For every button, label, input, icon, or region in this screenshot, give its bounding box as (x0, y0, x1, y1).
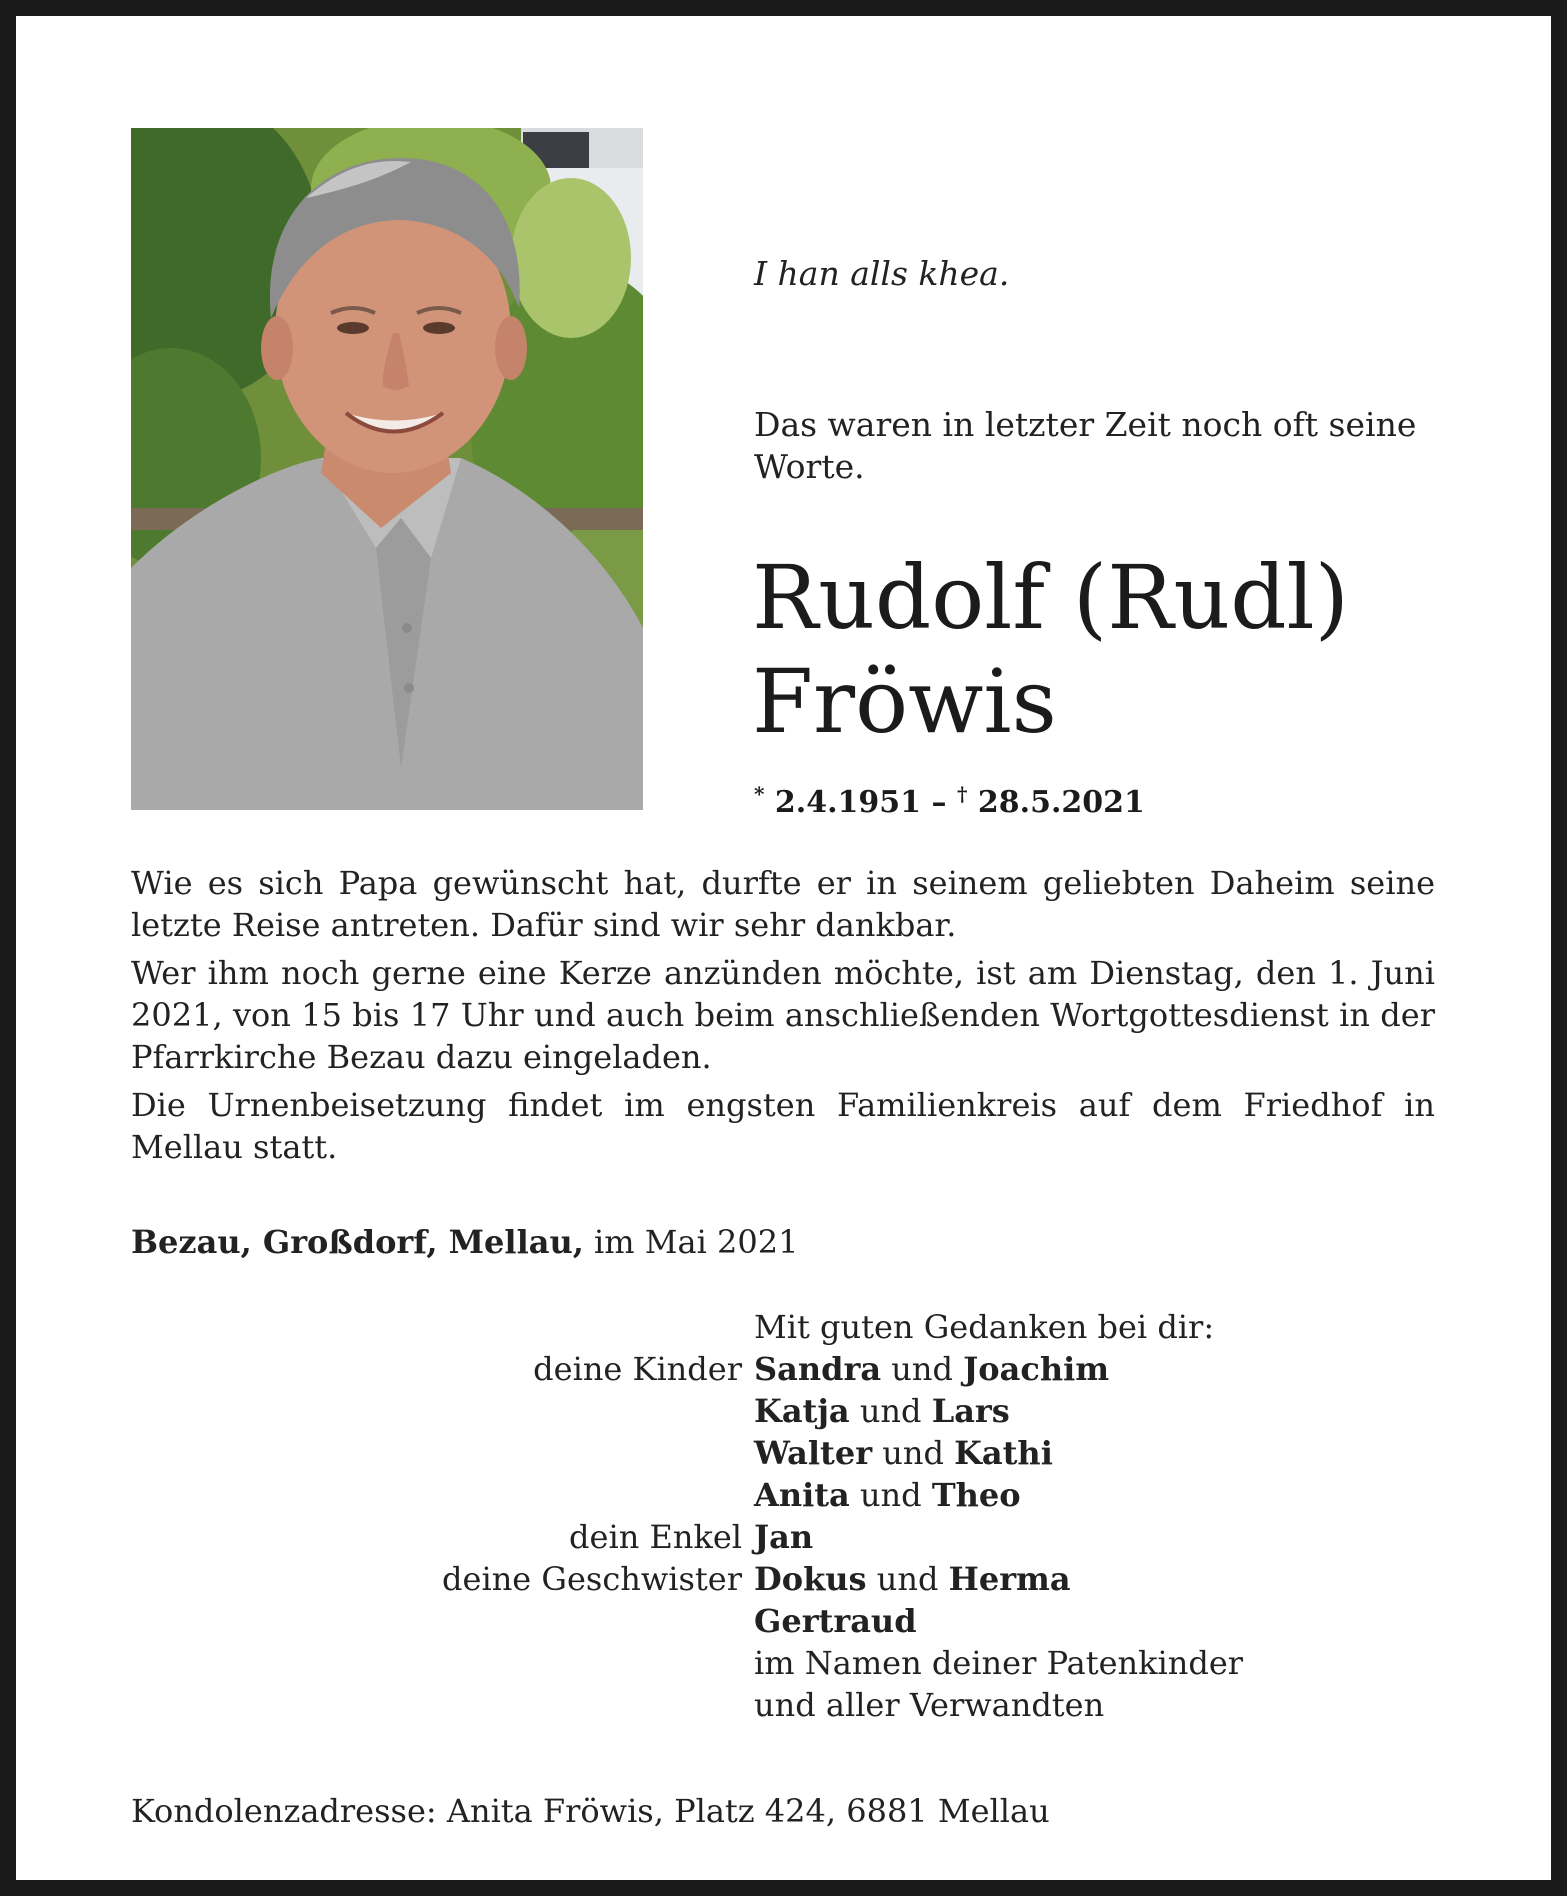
closing-line-relatives: und aller Verwandten (754, 1686, 1105, 1724)
place-date: im Mai 2021 (583, 1223, 799, 1261)
sibling-name: Dokus (754, 1560, 867, 1598)
condolence-address: Kondolenzadresse: Anita Fröwis, Platz 424, 6881 Mellau (131, 1792, 1050, 1830)
deceased-name (752, 546, 1349, 754)
death-symbol: † (956, 782, 968, 806)
partner-name: Joachim (963, 1350, 1110, 1388)
list-item: deine Geschwister Dokus und Herma (131, 1558, 1431, 1600)
portrait-photo (131, 128, 643, 810)
list-item (131, 1600, 1431, 1642)
portrait-illustration (131, 128, 643, 810)
grandchild-label: dein Enkel (569, 1518, 742, 1556)
mourners-intro-row (131, 1306, 1431, 1348)
obituary-page (16, 16, 1551, 1880)
paragraph-burial: Die Urnenbeisetzung findet im engsten Familienkreis auf dem Friedhof in Mellau statt. (131, 1086, 1435, 1166)
partner-name: Theo (931, 1476, 1021, 1514)
child-name: Katja (754, 1392, 850, 1430)
child-name: Anita (754, 1476, 850, 1514)
list-item (131, 1516, 1431, 1558)
name-line-first: Rudolf (Rudl) (752, 546, 1350, 649)
name-line-last: Fröwis (752, 650, 1057, 753)
siblings-label: deine Geschwister (442, 1560, 742, 1598)
birth-date: 2.4.1951 (774, 785, 922, 820)
death-date: 28.5.2021 (977, 785, 1145, 820)
sibling-name: Gertraud (754, 1602, 917, 1640)
paragraph-candle: Wer ihm noch gerne eine Kerze anzünden möchte, ist am Dienstag, den 1. Juni 2021, von 15 bis 17 Uhr und auch beim anschließenden Wortgottesdienst in der Pfarrkirche Bezau dazu eingeladen. (131, 954, 1435, 1076)
life-dates (754, 782, 1145, 820)
list-item: Katja und Lars (754, 1392, 1010, 1430)
grandchild-name: Jan (754, 1518, 814, 1556)
date-separator: – (921, 785, 957, 820)
places: Bezau, Großdorf, Mellau, (131, 1223, 584, 1261)
mourners-intro: Mit guten Gedanken bei dir: (754, 1308, 1215, 1346)
place-date-line (131, 1223, 798, 1261)
partner-name: Kathi (954, 1434, 1053, 1472)
quote-caption: Das waren in letzter Zeit noch oft seine Worte. (754, 405, 1417, 486)
partner-name: Lars (931, 1392, 1010, 1430)
child-name: Sandra (754, 1350, 882, 1388)
child-name: Walter (754, 1434, 873, 1472)
obituary-text (131, 862, 1435, 1174)
closing-line-godchildren: im Namen deiner Patenkinder (754, 1644, 1244, 1682)
sibling-partner-name: Herma (948, 1560, 1071, 1598)
list-item (131, 1684, 1431, 1726)
list-item (131, 1642, 1431, 1684)
list-item: deine Kinder Sandra und Joachim (131, 1348, 1431, 1390)
birth-symbol: * (754, 782, 765, 806)
list-item: Anita und Theo (754, 1476, 1021, 1514)
mourners-list (131, 1306, 1431, 1726)
paragraph-wish: Wie es sich Papa gewünscht hat, durfte er in seinem geliebten Daheim seine letzte Reise antreten. Dafür sind wir sehr dankbar. (131, 864, 1435, 944)
list-item: Walter und Kathi (754, 1434, 1053, 1472)
children-label: deine Kinder (533, 1350, 742, 1388)
motto-quote: I han alls khea. (754, 254, 1010, 293)
